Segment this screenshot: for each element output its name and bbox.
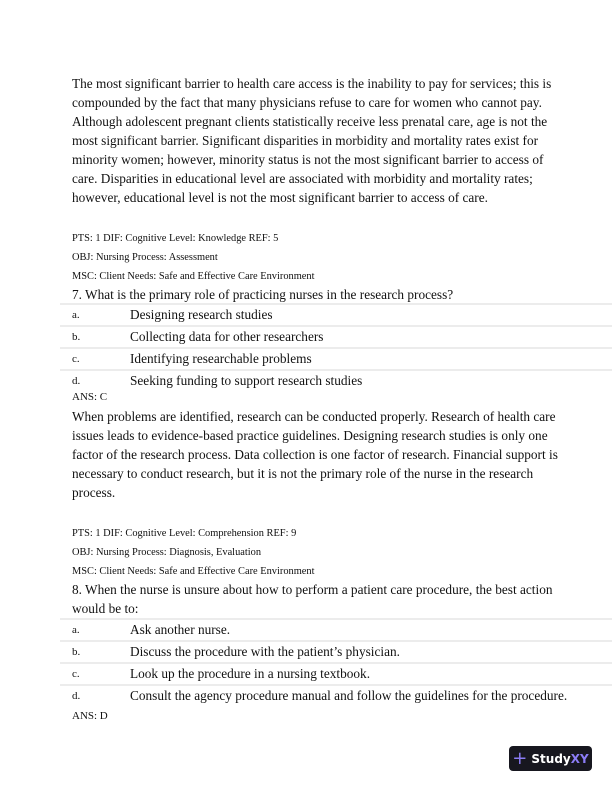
logo-accent-text: XY [570,751,589,766]
rationale-paragraph-7: When problems are identified, research can be conducted properly. Research of health care issues leads to evidence-based practice guidelines. Designing research studies is only one factor of the research process. Data collection is one factor of research. Financial support is necessary to conduct research, but it is not the primary role of the nurse in the research process. [72,409,558,500]
option-letter: c. [72,353,80,365]
option-a [60,618,612,640]
option-text: Identifying researchable problems [130,351,312,366]
option-text: Seeking funding to support research studies [130,373,363,388]
plus-icon: + [512,747,528,769]
pts-line-7: PTS: 1 DIF: Cognitive Level: Comprehension REF: 9 [72,528,297,539]
studyxy-logo[interactable] [509,746,592,771]
question-7-options [60,303,612,391]
option-text: Discuss the procedure with the patient’s physician. [130,644,400,659]
msc-line: MSC: Client Needs: Safe and Effective Care Environment [72,271,315,282]
question-8-options [60,618,612,706]
option-text: Consult the agency procedure manual and follow the guidelines for the procedure. [130,688,568,703]
option-d [60,684,612,706]
option-letter: c. [72,668,80,680]
option-text: Ask another nurse. [130,622,231,637]
question-7: 7. What is the primary role of practicing nurses in the research process? [72,287,454,302]
question-8: 8. When the nurse is unsure about how to perform a patient care procedure, the best action would be to: [72,582,553,616]
obj-line-7: OBJ: Nursing Process: Diagnosis, Evaluation [72,547,262,558]
option-letter: d. [72,690,81,702]
option-letter: b. [72,331,81,343]
msc-line-7: MSC: Client Needs: Safe and Effective Care Environment [72,566,315,577]
option-b [60,325,612,347]
option-letter: b. [72,646,81,658]
answer-7: ANS: C [72,391,108,403]
option-text: Look up the procedure in a nursing textbook. [130,666,371,681]
option-letter: a. [72,309,80,321]
pts-line: PTS: 1 DIF: Cognitive Level: Knowledge REF: 5 [72,233,279,244]
option-a [60,303,612,325]
option-d [60,369,612,391]
option-c [60,347,612,369]
obj-line: OBJ: Nursing Process: Assessment [72,252,218,263]
option-letter: a. [72,624,80,636]
option-text: Designing research studies [130,307,273,322]
answer-8: ANS: D [72,710,108,722]
rationale-paragraph: The most significant barrier to health care access is the inability to pay for services; this is compounded by the fact that many physicians refuse to care for women who cannot pay. Although adolescent pregnant clients statistically receive less prenatal care, age is not the most significant barrier. Significant disparities in morbidity and mortality rates exist for minority women; however, minority status is not the most significant barrier to access of care. Disparities in educational level are associated with morbidity and mortality rates; however, educational level is not the most significant barrier to access of care. [72,76,552,205]
option-b [60,640,612,662]
option-text: Collecting data for other researchers [130,329,324,344]
option-letter: d. [72,375,81,387]
logo-text: Study [531,751,571,766]
option-c [60,662,612,684]
